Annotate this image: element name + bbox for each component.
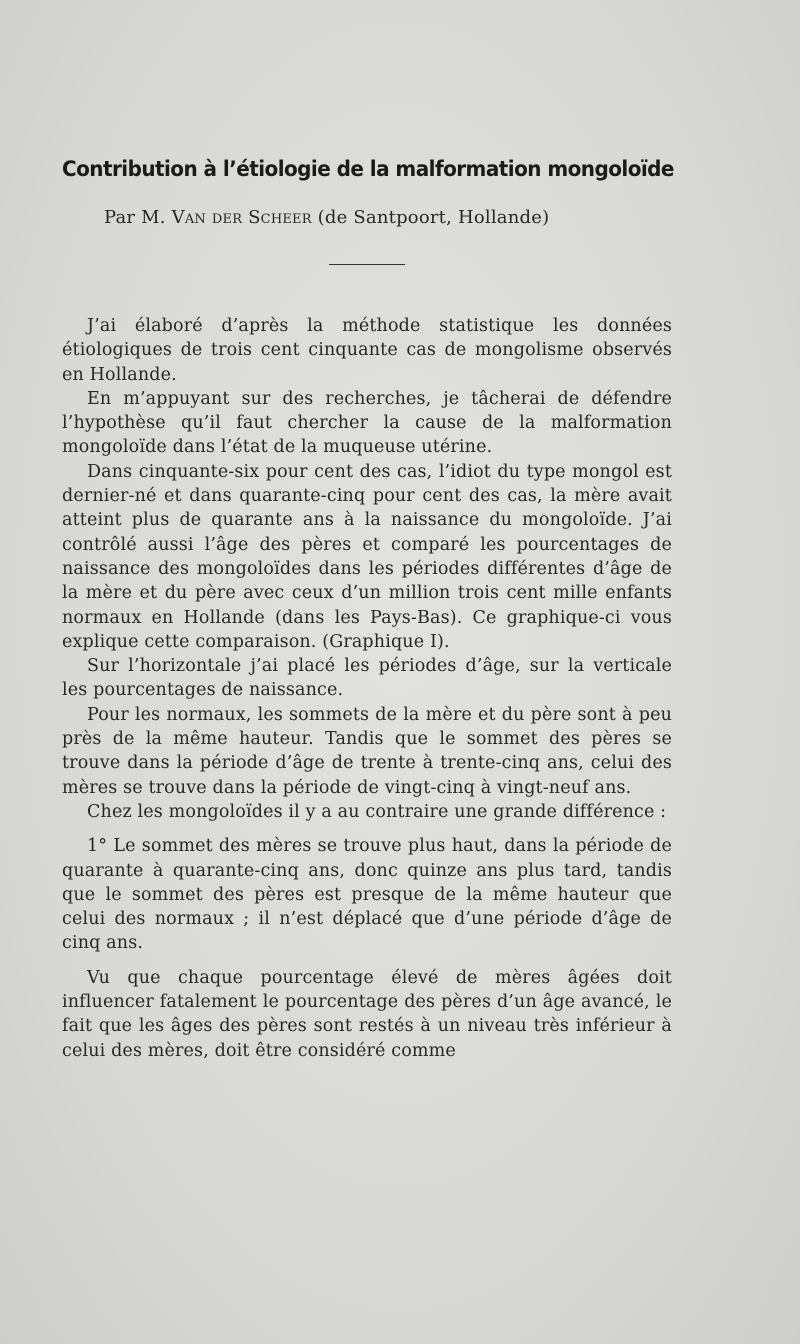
author-affiliation: (de Santpoort, Hollande) [317,207,550,228]
author-prefix: Par M. [104,207,166,228]
article-title: Contribution à l’étiologie de la malformation mongoloïde [62,157,674,182]
paragraph: En m’appuyant sur des recherches, je tâcherai de défendre l’hypothèse qu’il faut chercher la cause de la malformation mongoloïde dans l’état de la muqueuse utérine. [62,388,672,458]
paragraph: J’ai élaboré d’après la méthode statistique les données étiologiques de trois cent cinquante cas de mongolisme observés en Hollande. [62,316,672,385]
paragraph: Dans cinquante-six pour cent des cas, l’idiot du type mongol est dernier-né et dans quarante-cinq pour cent des cas, la mère avait atteint plus de quarante ans à la naissance du mongoloïde. J’ai contrôlé aussi l’âge des pères et comparé les pourcentages de naissance des mongoloïdes dans les périodes différentes d’âge de la mère et du père avec ceux d’un million trois cent mille enfants normaux en Hollande (dans les Pays-Bas). Ce graphique-ci vous explique cette comparaison. (Graphique I). [62,461,672,652]
paragraph: Pour les normaux, les sommets de la mère et du père sont à peu près de la même hauteur. Tandis que le sommet des pères se trouve dans la période d’âge de trente à trente-cinq ans, celui des mères se trouve dans la période de vingt-cinq à vingt-neuf ans. [62,704,672,798]
paragraph: Chez les mongoloïdes il y a au contraire une grande différence : [87,801,667,822]
paragraph: Sur l’horizontale j’ai placé les périodes d’âge, sur la verticale les pourcentages de naissance. [62,656,672,701]
paragraph: Vu que chaque pourcentage élevé de mères âgées doit influencer fatalement le pourcentage des pères d’un âge avancé, le fait que les âges des pères sont restés à un niveau très inférieur à celui des mères, doit être considéré comme [62,967,672,1061]
title-divider [329,264,405,265]
paragraph: 1° Le sommet des mères se trouve plus haut, dans la période de quarante à quarante-cinq ans, donc quinze ans plus tard, tandis que le sommet des pères est presque de la même hauteur que celui des normaux ; il n’est déplacé que d’une période d’âge de cinq ans. [62,836,672,954]
article-body [62,314,672,1063]
author-line [104,207,549,228]
author-name: Van der Scheer [171,207,312,228]
